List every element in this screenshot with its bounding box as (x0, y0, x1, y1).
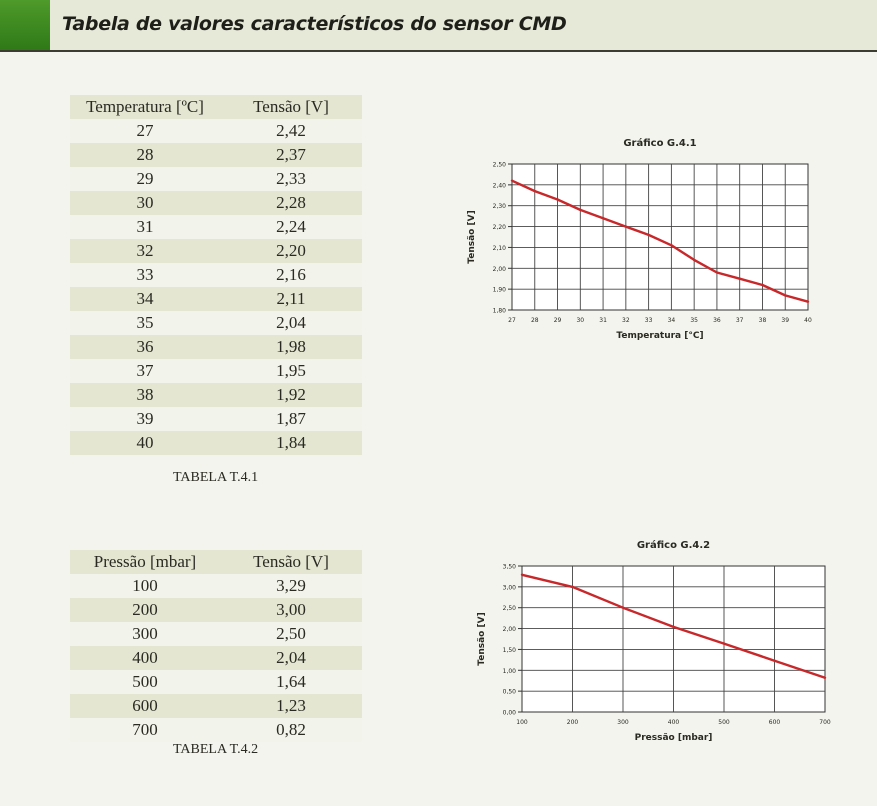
data-point (534, 190, 536, 192)
x-tick-label: 300 (617, 719, 629, 726)
column-header-temperature: Temperatura [ºC] (86, 97, 204, 116)
y-tick-label: 2,10 (492, 244, 506, 252)
table-cell-voltage: 2,33 (276, 169, 306, 188)
table-row (70, 143, 362, 167)
x-axis-label: Temperatura [°C] (616, 331, 704, 341)
y-tick-label: 0,00 (502, 709, 516, 717)
table-cell-voltage: 2,37 (276, 145, 306, 164)
y-tick-label: 1,80 (492, 307, 506, 315)
table-cell-key: 27 (136, 121, 154, 140)
table-row (70, 407, 362, 431)
y-tick-label: 2,00 (492, 265, 506, 273)
data-point (622, 607, 624, 609)
table-cell-voltage: 1,84 (276, 433, 306, 452)
y-tick-label: 3,00 (502, 584, 516, 592)
x-tick-label: 29 (553, 317, 562, 324)
y-tick-label: 2,50 (502, 605, 516, 613)
table-cell-key: 40 (136, 433, 154, 452)
x-tick-label: 30 (576, 317, 585, 324)
x-tick-label: 40 (804, 317, 812, 324)
chart-pressure-voltage (455, 530, 845, 755)
table-row (70, 287, 362, 311)
data-point (511, 179, 513, 181)
table-cell-voltage: 2,24 (276, 217, 306, 236)
y-tick-label: 2,40 (492, 182, 506, 190)
table-cell-voltage: 1,87 (276, 409, 306, 428)
table-row (70, 215, 362, 239)
y-axis-label: Tensão [V] (477, 612, 487, 666)
pressure-voltage-table (70, 550, 362, 742)
table-cell-key: 35 (136, 313, 154, 332)
table-cell-key: 33 (136, 265, 154, 284)
data-point (738, 278, 740, 280)
page-header (0, 0, 877, 52)
table-cell-voltage: 0,82 (276, 720, 306, 739)
data-point (571, 586, 573, 588)
x-tick-label: 32 (622, 317, 630, 324)
table-cell-voltage: 3,29 (276, 576, 306, 595)
data-point (625, 225, 627, 227)
table-row (70, 694, 362, 718)
table-cell-voltage: 2,20 (276, 241, 306, 260)
table-cell-voltage: 2,28 (276, 193, 306, 212)
table-cell-voltage: 3,00 (276, 600, 306, 619)
table-cell-key: 400 (132, 648, 158, 667)
x-tick-label: 28 (530, 317, 539, 324)
table-cell-key: 38 (136, 385, 154, 404)
data-point (556, 198, 558, 200)
data-point (716, 271, 718, 273)
table-cell-key: 37 (136, 361, 154, 380)
table-cell-voltage: 1,95 (276, 361, 306, 380)
table2-caption: TABELA T.4.2 (173, 742, 259, 757)
table1-caption: TABELA T.4.1 (173, 470, 259, 485)
data-point (670, 244, 672, 246)
y-axis-label: Tensão [V] (467, 210, 477, 264)
table-cell-key: 34 (136, 289, 154, 308)
column-header-voltage: Tensão [V] (253, 97, 329, 116)
table-cell-voltage: 2,04 (276, 313, 306, 332)
y-tick-label: 2,30 (492, 203, 506, 211)
temperature-voltage-table (70, 95, 362, 455)
table-row (70, 335, 362, 359)
table-cell-key: 31 (136, 217, 154, 236)
chart-title: Gráfico G.4.2 (636, 540, 711, 551)
table-header-row (70, 550, 362, 574)
x-tick-label: 31 (599, 317, 607, 324)
data-point (602, 217, 604, 219)
table-row (70, 191, 362, 215)
table-row (70, 431, 362, 455)
table-cell-voltage: 1,98 (276, 337, 306, 356)
table-row (70, 718, 362, 742)
table-cell-voltage: 2,50 (276, 624, 306, 643)
data-point (521, 574, 523, 576)
y-tick-label: 2,00 (502, 626, 516, 634)
table-row (70, 646, 362, 670)
x-tick-label: 38 (758, 317, 767, 324)
table-cell-voltage: 1,92 (276, 385, 306, 404)
x-tick-label: 34 (667, 317, 676, 324)
table-row (70, 598, 362, 622)
data-point (784, 294, 786, 296)
y-tick-label: 0,50 (502, 688, 516, 696)
x-tick-label: 600 (768, 719, 781, 726)
header-accent-bar (0, 0, 50, 50)
x-tick-label: 400 (667, 719, 680, 726)
y-tick-label: 3,50 (502, 563, 516, 571)
table-row (70, 263, 362, 287)
x-tick-label: 36 (713, 317, 721, 324)
table-cell-key: 200 (132, 600, 158, 619)
data-point (647, 234, 649, 236)
table-row (70, 574, 362, 598)
data-point (723, 642, 725, 644)
table-row (70, 311, 362, 335)
x-tick-label: 33 (644, 317, 653, 324)
x-tick-label: 200 (566, 719, 579, 726)
column-header-pressure: Pressão [mbar] (93, 552, 197, 571)
table-cell-key: 300 (132, 624, 158, 643)
y-tick-label: 2,50 (492, 161, 506, 169)
table-cell-key: 100 (132, 576, 158, 595)
column-header-voltage: Tensão [V] (253, 552, 329, 571)
x-axis-label: Pressão [mbar] (634, 733, 713, 743)
table-row (70, 239, 362, 263)
table-row (70, 167, 362, 191)
table-cell-key: 600 (132, 696, 158, 715)
table-row (70, 119, 362, 143)
x-tick-label: 35 (690, 317, 698, 324)
x-tick-label: 500 (718, 719, 730, 726)
page-title: Tabela de valores característicos do sensor CMD (62, 13, 567, 35)
table-cell-key: 39 (136, 409, 154, 428)
chart-title: Gráfico G.4.1 (623, 138, 697, 149)
table-cell-voltage: 1,64 (276, 672, 306, 691)
data-point (773, 659, 775, 661)
y-tick-label: 1,90 (492, 286, 506, 294)
data-point (807, 300, 809, 302)
table-cell-key: 700 (132, 720, 158, 739)
table-cell-key: 29 (136, 169, 154, 188)
table-row (70, 359, 362, 383)
x-tick-label: 700 (819, 719, 831, 726)
table-cell-voltage: 2,42 (276, 121, 306, 140)
table-row (70, 670, 362, 694)
table-header-row (70, 95, 362, 119)
table-cell-key: 32 (136, 241, 154, 260)
x-tick-label: 100 (516, 719, 528, 726)
table-cell-voltage: 1,23 (276, 696, 306, 715)
data-point (579, 209, 581, 211)
table-cell-voltage: 2,04 (276, 648, 306, 667)
table-cell-voltage: 2,16 (276, 265, 306, 284)
table-cell-key: 500 (132, 672, 158, 691)
table-cell-key: 36 (136, 337, 154, 356)
data-point (824, 677, 826, 679)
x-tick-label: 37 (735, 317, 744, 324)
y-tick-label: 1,50 (502, 646, 516, 654)
y-tick-label: 1,00 (502, 667, 516, 675)
chart-temperature-voltage (455, 130, 835, 355)
y-tick-label: 2,20 (492, 224, 506, 232)
data-point (693, 259, 695, 261)
x-tick-label: 39 (781, 317, 790, 324)
data-point (761, 284, 763, 286)
table-cell-voltage: 2,11 (276, 289, 306, 308)
table-row (70, 622, 362, 646)
data-point (672, 626, 674, 628)
table-cell-key: 30 (136, 193, 154, 212)
table-cell-key: 28 (136, 145, 154, 164)
plot-area (512, 164, 808, 310)
x-tick-label: 27 (508, 317, 516, 324)
table-row (70, 383, 362, 407)
